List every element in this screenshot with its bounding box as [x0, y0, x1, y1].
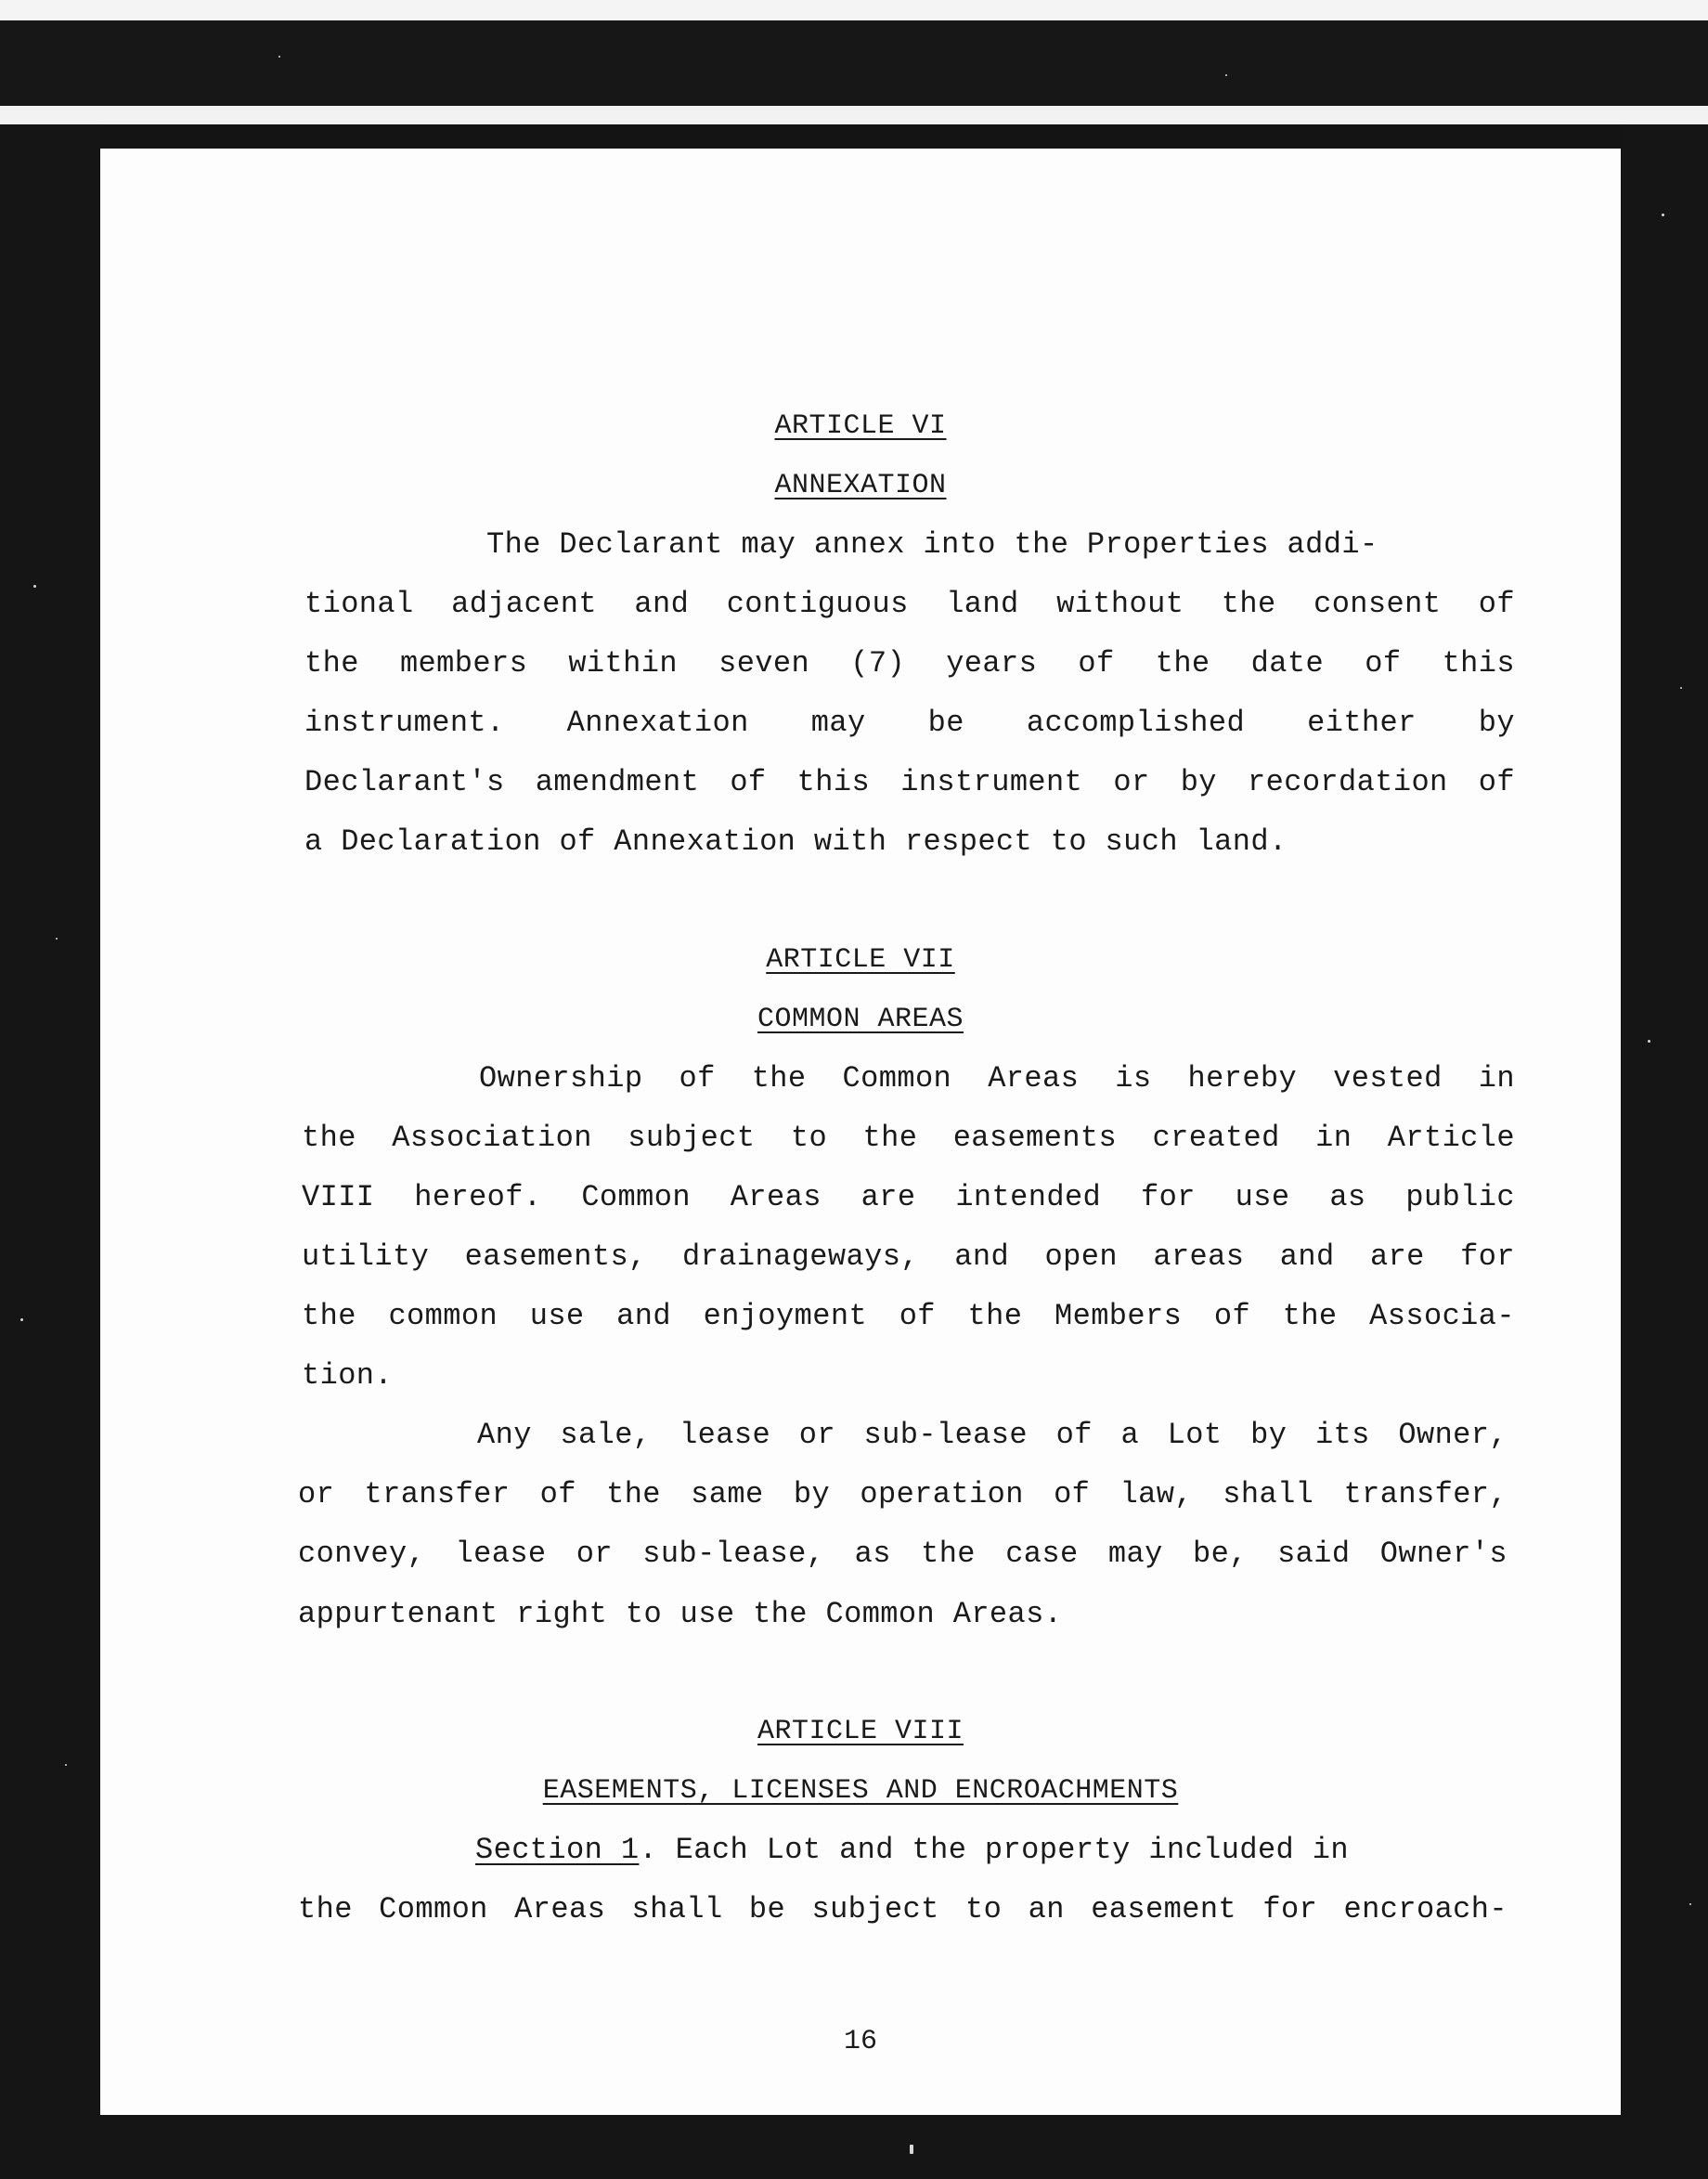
- article-6-number: ARTICLE VI: [774, 410, 947, 442]
- scan-speck: [910, 2145, 913, 2154]
- scan-speck: [65, 1764, 67, 1766]
- article-6-line: the members within seven (7) years of the date of this: [304, 646, 1515, 681]
- scan-speck: [1680, 687, 1682, 689]
- scan-speck: [1662, 214, 1664, 216]
- scan-speck: [1648, 1040, 1650, 1043]
- article-6-line: The Declarant may annex into the Properties addi-: [486, 527, 1378, 562]
- document-page: [100, 149, 1621, 2115]
- scan-speck: [56, 938, 58, 940]
- scan-rule: [0, 106, 1708, 124]
- page-number: 16: [843, 2026, 877, 2057]
- article-7-line: tion.: [302, 1358, 394, 1393]
- scan-top-border: [0, 20, 1708, 106]
- scan-speck: [278, 56, 280, 58]
- article-6-line: a Declaration of Annexation with respect to such land.: [304, 824, 1287, 859]
- scan-left-border: [0, 124, 100, 2179]
- article-7-line: Ownership of the Common Areas is hereby vested in: [479, 1061, 1515, 1096]
- section-text: . Each Lot and the property included in: [639, 1833, 1349, 1867]
- article-8-title: EASEMENTS, LICENSES AND ENCROACHMENTS: [542, 1775, 1179, 1807]
- article-7-line: the common use and enjoyment of the Members of the Associa-: [302, 1299, 1515, 1333]
- article-8-line: the Common Areas shall be subject to an easement for encroach-: [298, 1892, 1507, 1926]
- article-7-line: VIII hereof. Common Areas are intended for use as public: [302, 1180, 1515, 1214]
- article-7-line: appurtenant right to use the Common Areas.: [298, 1597, 1063, 1631]
- article-7-line: convey, lease or sub-lease, as the case may be, said Owner's: [298, 1537, 1507, 1571]
- scan-speck: [33, 585, 36, 588]
- scan-speck: [1689, 1903, 1691, 1905]
- article-6-line: tional adjacent and contiguous land without the consent of: [304, 587, 1515, 621]
- article-8-number: ARTICLE VIII: [757, 1716, 964, 1747]
- scan-speck: [20, 1318, 23, 1321]
- article-7-line: or transfer of the same by operation of law, shall transfer,: [298, 1477, 1507, 1511]
- article-7-line: utility easements, drainageways, and open areas and are for: [302, 1239, 1515, 1274]
- scan-speck: [1225, 74, 1227, 76]
- article-8-section-line: [475, 1833, 1506, 1867]
- article-7-line: the Association subject to the easements created in Article: [302, 1121, 1515, 1155]
- section-label: Section 1: [475, 1833, 640, 1867]
- article-7-title: COMMON AREAS: [757, 1004, 964, 1035]
- scan-top-edge: [0, 0, 1708, 20]
- scan-bottom-border: [0, 2117, 1708, 2179]
- article-7-number: ARTICLE VII: [766, 944, 955, 976]
- article-7-line: Any sale, lease or sub-lease of a Lot by its Owner,: [477, 1418, 1507, 1452]
- article-6-title: ANNEXATION: [774, 470, 947, 501]
- article-6-line: instrument. Annexation may be accomplished either by: [304, 706, 1515, 740]
- scan-right-border: [1621, 124, 1708, 2179]
- article-6-line: Declarant's amendment of this instrument or by recordation of: [304, 765, 1515, 799]
